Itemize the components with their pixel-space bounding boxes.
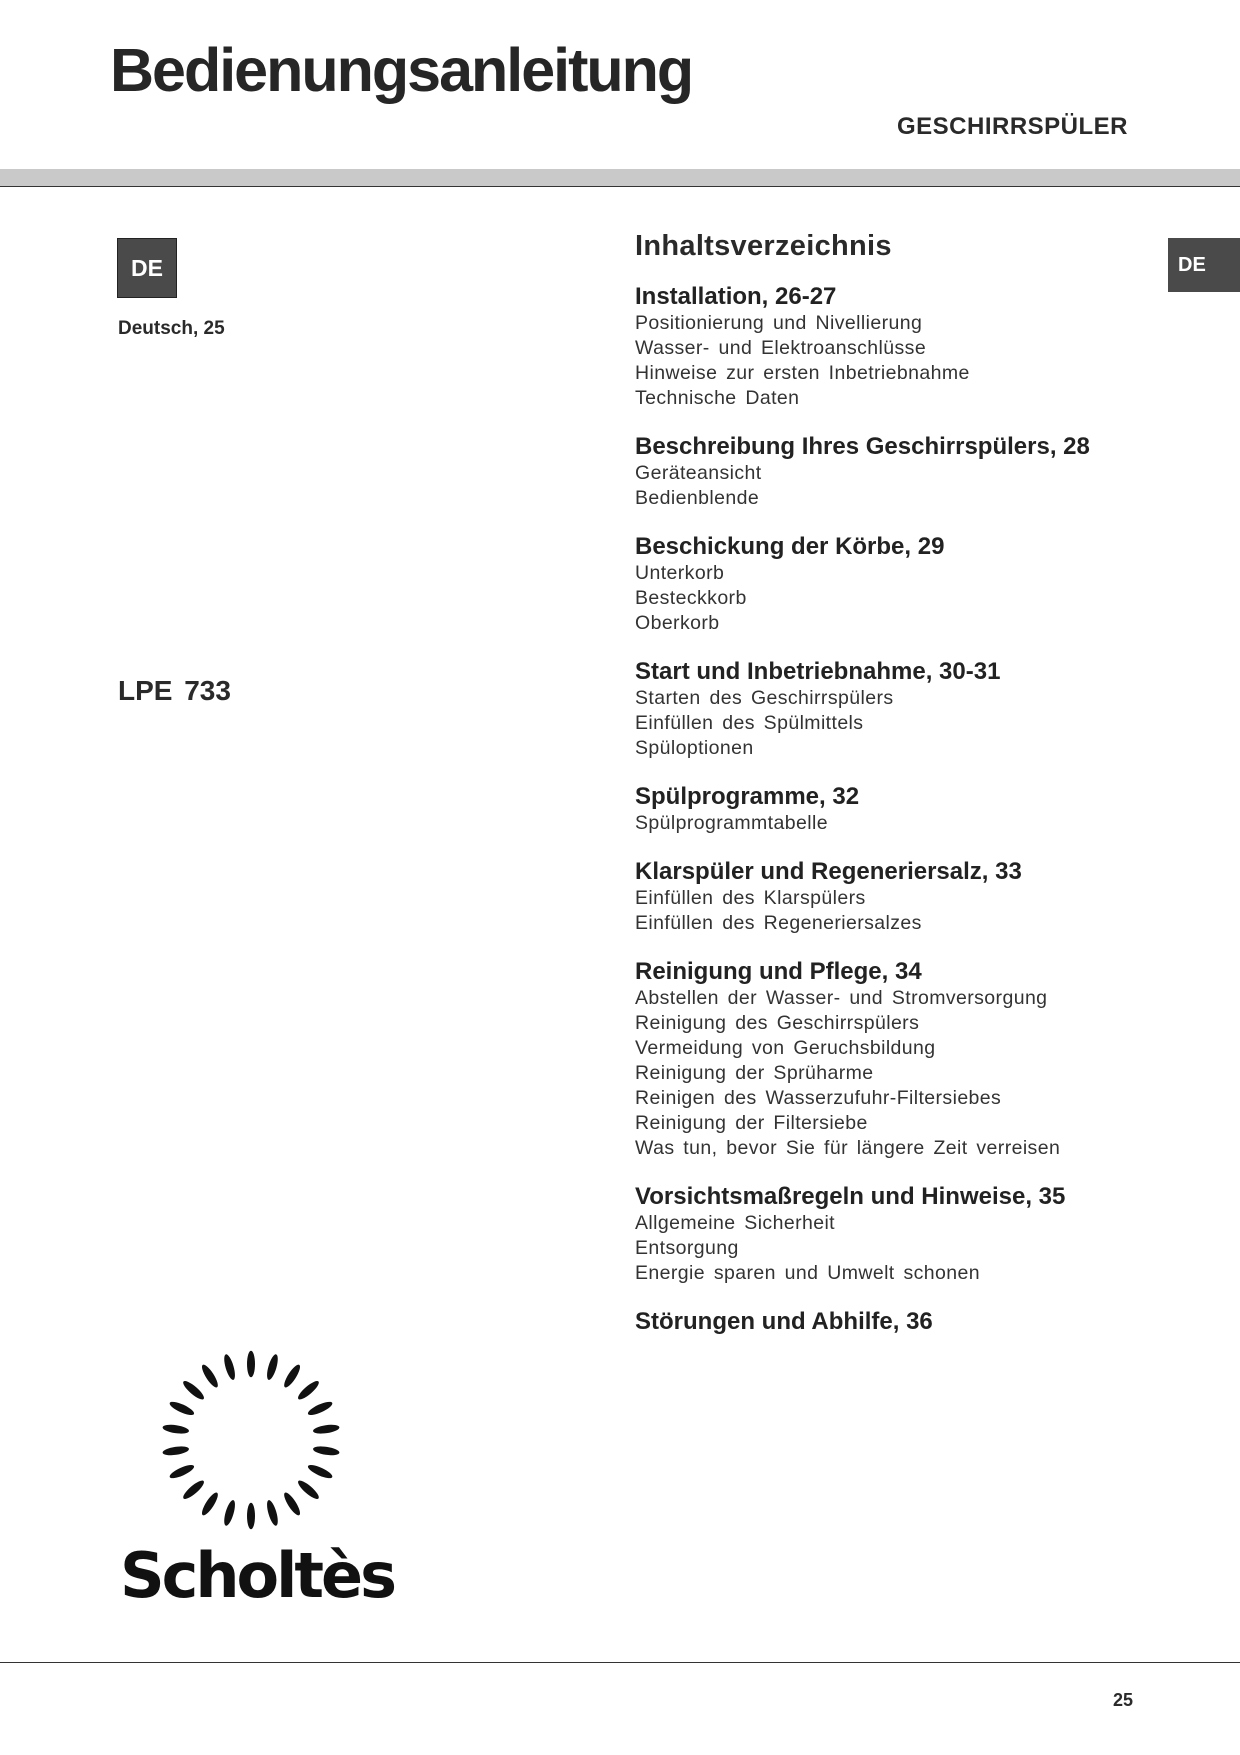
sun-ray — [222, 1353, 237, 1381]
toc-section — [635, 533, 1175, 636]
language-badge: DE — [117, 238, 177, 298]
toc-section — [635, 283, 1175, 411]
toc-item: Spüloptionen — [635, 737, 754, 760]
sun-ray — [282, 1363, 303, 1390]
language-entry: Deutsch, 25 — [118, 318, 225, 339]
toc-item: Spülprogrammtabelle — [635, 812, 828, 835]
toc-section — [635, 1308, 1175, 1336]
toc-item: Energie sparen und Umwelt schonen — [635, 1262, 980, 1285]
sun-ray — [168, 1462, 196, 1480]
toc-item: Besteckkorb — [635, 587, 747, 610]
toc-section — [635, 858, 1175, 936]
toc-item: Was tun, bevor Sie für längere Zeit verreisen — [635, 1137, 1061, 1160]
toc-item: Entsorgung — [635, 1237, 739, 1260]
toc-item: Positionierung und Nivellierung — [635, 312, 923, 335]
toc-item: Reinigung der Sprüharme — [635, 1062, 874, 1085]
toc-section-title: Beschickung der Körbe, 29 — [635, 533, 945, 561]
sun-logo-icon — [156, 1345, 346, 1535]
toc-item: Wasser- und Elektroanschlüsse — [635, 337, 927, 360]
sun-ray — [306, 1399, 334, 1417]
sun-ray — [168, 1399, 196, 1417]
sun-ray — [265, 1353, 280, 1381]
brand-wordmark: Scholtès — [120, 1539, 394, 1612]
sun-ray — [296, 1478, 321, 1501]
toc-section — [635, 658, 1175, 761]
page-number: 25 — [1112, 1690, 1133, 1710]
toc-item-list — [635, 311, 1175, 411]
footer-rule — [0, 1662, 1240, 1663]
toc-item: Reinigung des Geschirrspülers — [635, 1012, 920, 1035]
sun-ray — [306, 1462, 334, 1480]
toc-section-title: Installation, 26-27 — [635, 283, 837, 311]
sun-ray — [199, 1491, 220, 1518]
toc-item: Allgemeine Sicherheit — [635, 1212, 836, 1235]
toc-item: Unterkorb — [635, 562, 725, 585]
toc-item: Reinigen des Wasserzufuhr-Filtersiebes — [635, 1087, 1002, 1110]
toc-section — [635, 958, 1175, 1161]
toc-section-title: Störungen und Abhilfe, 36 — [635, 1308, 933, 1336]
sun-ray — [199, 1363, 220, 1390]
toc-item: Abstellen der Wasser- und Stromversorgung — [635, 987, 1048, 1010]
toc-section — [635, 433, 1175, 511]
table-of-contents — [635, 230, 1175, 1358]
toc-item-list — [635, 561, 1175, 636]
model-number: LPE 733 — [118, 675, 231, 706]
sun-ray — [312, 1445, 339, 1457]
toc-heading: Inhaltsverzeichnis — [635, 230, 892, 262]
toc-section-title: Beschreibung Ihres Geschirrspülers, 28 — [635, 433, 1090, 461]
sun-ray — [247, 1503, 255, 1530]
toc-item: Einfüllen des Klarspülers — [635, 887, 866, 910]
toc-section-title: Vorsichtsmaßregeln und Hinweise, 35 — [635, 1183, 1066, 1211]
toc-section-title: Start und Inbetriebnahme, 30-31 — [635, 658, 1001, 686]
sun-ray — [265, 1499, 280, 1527]
toc-section-title: Spülprogramme, 32 — [635, 783, 860, 811]
toc-item-list — [635, 461, 1175, 511]
toc-item: Reinigung der Filtersiebe — [635, 1112, 868, 1135]
toc-sections — [635, 283, 1175, 1336]
toc-item-list — [635, 811, 1175, 836]
sun-ray — [181, 1379, 206, 1402]
sun-ray — [222, 1499, 237, 1527]
sun-ray — [312, 1423, 339, 1435]
toc-item: Oberkorb — [635, 612, 720, 635]
toc-section-title: Klarspüler und Regeneriersalz, 33 — [635, 858, 1022, 886]
toc-item: Geräteansicht — [635, 462, 762, 485]
appliance-type: GESCHIRRSPÜLER — [896, 113, 1128, 140]
toc-item: Bedienblende — [635, 487, 760, 510]
sun-ray — [162, 1423, 189, 1435]
toc-item-list — [635, 986, 1175, 1161]
header-band — [0, 169, 1240, 187]
toc-item: Hinweise zur ersten Inbetriebnahme — [635, 362, 970, 385]
toc-section — [635, 1183, 1175, 1286]
brand-logo — [120, 1345, 394, 1625]
toc-item: Einfüllen des Spülmittels — [635, 712, 864, 735]
toc-item-list — [635, 686, 1175, 761]
toc-item-list — [635, 1211, 1175, 1286]
toc-item: Technische Daten — [635, 387, 800, 410]
sun-ray — [247, 1351, 255, 1378]
sun-ray — [181, 1478, 206, 1501]
toc-section — [635, 783, 1175, 836]
sun-ray — [296, 1379, 321, 1402]
sun-ray — [282, 1491, 303, 1518]
language-side-tab: DE — [1168, 238, 1240, 292]
toc-item: Starten des Geschirrspülers — [635, 687, 894, 710]
manual-title: Bedienungsanleitung — [110, 36, 693, 104]
toc-item: Vermeidung von Geruchsbildung — [635, 1037, 936, 1060]
toc-item: Einfüllen des Regeneriersalzes — [635, 912, 922, 935]
toc-item-list — [635, 886, 1175, 936]
toc-section-title: Reinigung und Pflege, 34 — [635, 958, 922, 986]
sun-ray — [162, 1445, 189, 1457]
